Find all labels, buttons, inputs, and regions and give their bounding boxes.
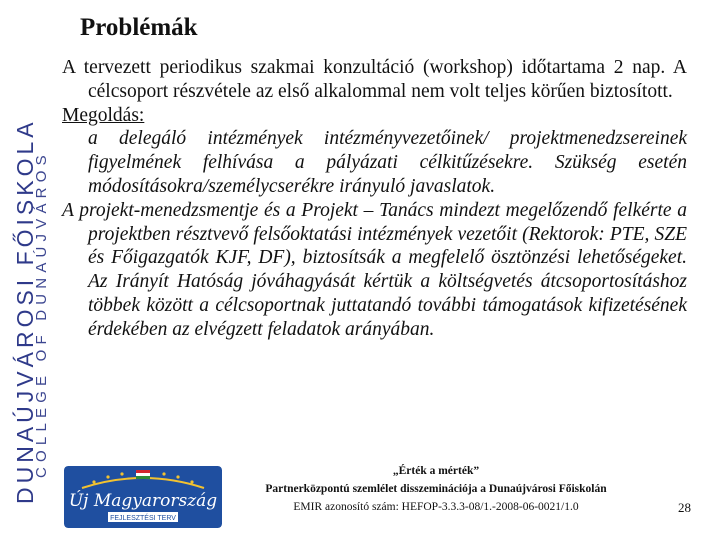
page-number: 28: [678, 500, 691, 515]
footer-project-title: Partnerközpontú szemlélet disszeminációja a Dunaújvárosi Főiskolán: [265, 483, 607, 495]
flag-white: [136, 473, 150, 476]
logo-subtext: FEJLESZTÉSI TERV: [110, 515, 176, 522]
college-name-english: COLLEGE OF DUNAÚJVÁROS: [33, 150, 50, 478]
flag-red: [136, 470, 150, 473]
problem-paragraph: A tervezett periodikus szakmai konzultáció (workshop) időtartama 2 nap. A célcsoport részvétele az első alkalommal nem volt teljes körűen biztosított.: [62, 57, 687, 102]
footer-project-id: EMIR azonosító szám: HEFOP-3.3.3-08/1.-2008-06-0021/1.0: [293, 501, 579, 513]
solution-paragraph: a delegáló intézmények intézményvezetőinek/ projektmenedzsereinek figyelmének felhívása a pályázati célkitűzésekre. Szükség esetén módosításokra/személycserékre irányuló javaslatok.: [88, 128, 687, 197]
slide-title: Problémák: [80, 14, 198, 41]
footer-motto: „Érték a mérték”: [392, 465, 480, 477]
logo-text: Új Magyarország: [68, 491, 218, 511]
footer: [226, 462, 646, 516]
management-paragraph: A projekt-menedzsmentje és a Projekt – Tanács mindezt megelőzendő felkérte a projektben résztvevő felsőoktatási intézmények vezetőit (Rektorok: PTE, SZE és Főigazgatók KJF, DF), biztosítsák a megfelelő ösztönzési lehetőségeket. Az Irányít Hatóság jóváhagyását kértük a költségvetés átcsoportosításhoz többek között a célcsoportnak juttatandó további támogatások kifizetésének érdekében az elvégzett feladatok arányában.: [62, 199, 687, 340]
slide-body: [62, 56, 687, 342]
college-name-hungarian: DUNAÚJVÁROSI FŐISKOLA: [12, 118, 38, 504]
college-branding-band: [0, 0, 58, 540]
solution-heading: [62, 104, 687, 128]
solution-label: Megoldás:: [62, 104, 145, 126]
uj-magyarorszag-logo: [64, 466, 222, 528]
flag-green: [136, 476, 150, 479]
